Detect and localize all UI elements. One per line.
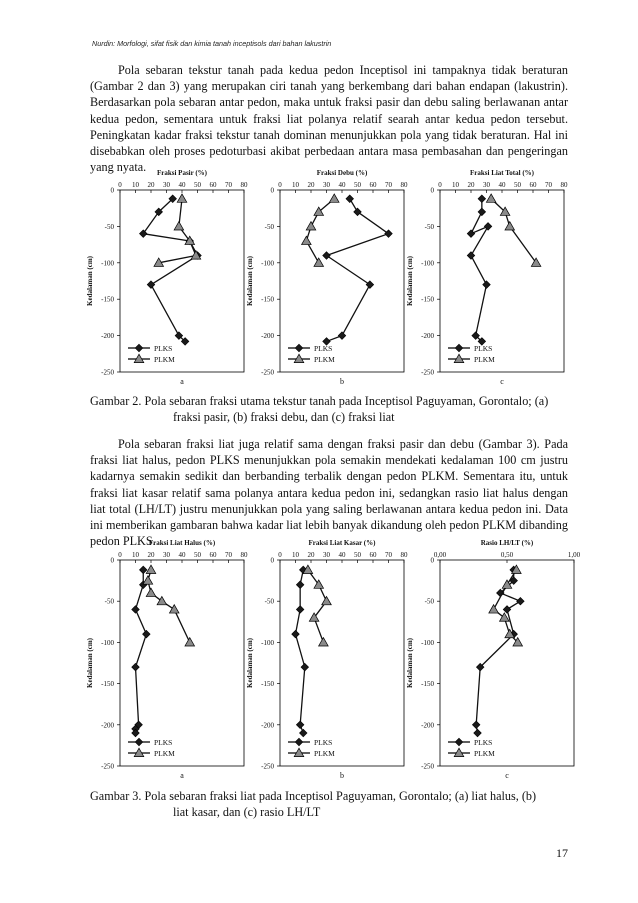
y-tick-label: -100 [101, 638, 114, 647]
series-plkm [486, 194, 541, 266]
x-tick-label: 60 [369, 181, 377, 189]
panel-label: a [180, 377, 184, 386]
y-tick-label: 0 [430, 556, 434, 565]
data-point [296, 721, 304, 729]
x-tick-label: 50 [194, 181, 201, 189]
x-tick-label: 80 [400, 551, 408, 559]
data-point [306, 222, 316, 230]
legend-entry-plks [128, 344, 172, 353]
x-tick-label: 10 [292, 181, 299, 189]
y-tick-label: -200 [421, 721, 434, 730]
data-point [484, 223, 492, 231]
x-tick-label: 80 [400, 181, 408, 189]
x-tick-label: 30 [323, 551, 330, 559]
x-tick-label: 50 [514, 181, 521, 189]
legend-marker [295, 738, 303, 746]
legend-marker [455, 344, 463, 352]
y-axis-label: Kedalaman (cm) [406, 638, 414, 688]
x-tick-label: 60 [209, 551, 217, 559]
series-line [308, 570, 327, 643]
legend-entry-plks [448, 738, 492, 747]
data-point [146, 588, 156, 596]
series-plks [472, 566, 524, 737]
chart-title: Fraksi Liat Halus (%) [148, 539, 216, 547]
y-axis-label: Kedalaman (cm) [246, 638, 254, 688]
chart-fraksi-debu [238, 168, 418, 390]
x-tick-label: 80 [240, 181, 248, 189]
legend-label: PLKM [474, 355, 495, 364]
legend-label: PLKM [154, 749, 175, 758]
series-plkm [303, 565, 331, 646]
chart-title: Fraksi Liat Kasar (%) [308, 539, 376, 547]
panel-label: c [505, 771, 509, 780]
y-tick-label: 0 [110, 186, 114, 195]
data-point [489, 605, 499, 613]
series-plks [467, 195, 492, 345]
legend-label: PLKS [314, 738, 333, 747]
y-tick-label: -150 [421, 680, 434, 689]
y-tick-label: -250 [101, 762, 114, 771]
x-tick-label: 50 [354, 181, 361, 189]
legend-label: PLKS [474, 344, 493, 353]
legend-entry-plkm [128, 748, 175, 758]
data-point [296, 581, 304, 589]
data-point [157, 596, 167, 604]
x-tick-label: 50 [194, 551, 201, 559]
chart-fraksi-liat-halus [78, 538, 258, 784]
data-point [478, 195, 486, 203]
legend-marker [135, 738, 143, 746]
plot-frame [440, 560, 574, 766]
chart-title: Fraksi Pasir (%) [156, 169, 208, 177]
y-tick-label: -100 [421, 638, 434, 647]
chart-fraksi-pasir [78, 168, 258, 390]
page-number: 17 [556, 846, 568, 860]
series-plkm [302, 194, 340, 266]
data-point [323, 252, 331, 260]
data-point [132, 606, 140, 614]
legend-label: PLKS [154, 344, 173, 353]
x-tick-label: 20 [307, 181, 315, 189]
y-tick-label: -150 [261, 680, 274, 689]
data-point [338, 332, 346, 340]
x-tick-label: 70 [225, 181, 232, 189]
x-tick-label: 40 [498, 181, 506, 189]
chart-title: Fraksi Debu (%) [316, 169, 368, 177]
data-point [503, 606, 511, 614]
x-tick-label: 10 [132, 551, 139, 559]
x-tick-label: 80 [560, 181, 568, 189]
y-tick-label: 0 [430, 186, 434, 195]
y-axis-label: Kedalaman (cm) [406, 256, 414, 306]
data-point [486, 194, 496, 202]
legend-label: PLKS [154, 738, 173, 747]
x-tick-label: 20 [147, 181, 155, 189]
x-tick-label: 1,00 [567, 551, 581, 559]
x-tick-label: 0 [118, 551, 122, 559]
x-tick-label: 60 [529, 181, 537, 189]
y-tick-label: -250 [101, 368, 114, 377]
figure-3-caption-line2: liat kasar, dan (c) rasio LH/LT [173, 805, 321, 820]
data-point [467, 230, 475, 238]
chart-title: Rasio LH/LT (%) [480, 539, 534, 547]
y-tick-label: -200 [101, 332, 114, 341]
legend-label: PLKM [154, 355, 175, 364]
panel-label: c [500, 377, 504, 386]
data-point [169, 605, 179, 613]
data-point [185, 638, 195, 646]
y-tick-label: -150 [261, 295, 274, 304]
figure-2-caption-line1: Pola sebaran fraksi utama tekstur tanah pada Inceptisol Paguyaman, Gorontalo; (a) [144, 394, 549, 408]
y-tick-label: -50 [424, 222, 434, 231]
series-line [306, 199, 334, 263]
y-tick-label: -150 [421, 295, 434, 304]
chart-fraksi-liat-kasar [238, 538, 418, 784]
series-line [296, 570, 305, 733]
y-tick-label: -150 [101, 295, 114, 304]
y-tick-label: -250 [261, 762, 274, 771]
y-tick-label: -100 [421, 259, 434, 268]
x-tick-label: 30 [483, 181, 490, 189]
legend-label: PLKM [314, 749, 335, 758]
legend-marker [295, 344, 303, 352]
y-tick-label: -150 [101, 680, 114, 689]
series-plkm [143, 565, 194, 646]
figure-3-caption [90, 788, 568, 820]
y-tick-label: -100 [261, 259, 274, 268]
x-tick-label: 10 [132, 181, 139, 189]
y-tick-label: -50 [424, 597, 434, 606]
x-tick-label: 0,50 [500, 551, 514, 559]
x-tick-label: 70 [225, 551, 232, 559]
data-point [467, 252, 475, 260]
x-tick-label: 60 [209, 181, 217, 189]
x-tick-label: 40 [178, 551, 186, 559]
figure-2-caption [90, 393, 568, 425]
series-line [143, 199, 197, 342]
panel-label: a [180, 771, 184, 780]
running-header: Nurdin: Morfologi, sifat fisik dan kimia tanah inceptisols dari bahan lakustrin [92, 39, 332, 48]
x-tick-label: 40 [338, 181, 346, 189]
data-point [132, 663, 140, 671]
legend-entry-plkm [448, 354, 495, 364]
x-tick-label: 30 [163, 181, 170, 189]
data-point [292, 630, 300, 638]
y-tick-label: -200 [261, 332, 274, 341]
series-line [136, 570, 147, 733]
series-line [327, 199, 389, 342]
x-tick-label: 70 [545, 181, 552, 189]
x-tick-label: 40 [338, 551, 346, 559]
y-tick-label: -200 [101, 721, 114, 730]
x-tick-label: 60 [369, 551, 377, 559]
data-point [299, 729, 307, 737]
y-tick-label: -100 [261, 638, 274, 647]
y-tick-label: 0 [270, 556, 274, 565]
series-line [159, 199, 196, 263]
legend-entry-plks [288, 738, 332, 747]
y-axis-label: Kedalaman (cm) [86, 638, 94, 688]
series-plks [132, 566, 150, 737]
data-point [302, 236, 312, 244]
data-point [301, 663, 309, 671]
x-tick-label: 0 [118, 181, 122, 189]
series-plks [292, 566, 309, 737]
plot-frame [120, 560, 244, 766]
data-point [366, 281, 374, 289]
paragraph-2: Pola sebaran fraksi liat juga relatif sama dengan fraksi pasir dan debu (Gambar 3). Pada fraksi liat halus, pedon PLKS menunjukkan pola semakin mendekati kedalaman 100 cm justru kadarnya semakin sedikit dan berbanding terbalik dengan pedon PLKM. Sementara itu, untuk fraksi liat kasar relatif sama polanya antara kedua pedon ini, sedangkan rasio liat halus dengan liat total (LH/LT) justru menunjukkan pola yang saling berlawanan antara kedua pedon ini. Data ini memberikan gambaran bahwa kadar liat lebih banyak dikandung oleh pedon PLKM dibanding pedon PLKS. [90, 437, 568, 549]
legend-entry-plks [288, 344, 332, 353]
x-tick-label: 0 [278, 551, 282, 559]
x-tick-label: 70 [385, 181, 392, 189]
y-tick-label: 0 [270, 186, 274, 195]
paragraph-1: Pola sebaran tekstur tanah pada kedua pedon Inceptisol ini tampaknya tidak beraturan (Gambar 2 dan 3) yang merupakan ciri tanah yang berkembang dari bahan endapan (lakustrin). Berdasarkan pola sebaran antar pedon, maka untuk fraksi pasir dan debu saling berlawanan antar kedua pedon, sementara untuk fraksi liat polanya relatif searah antar kedua pedon tersebut. Peningkatan kadar fraksi tekstur tanah dominan menunjukkan pola yang tidak beraturan. Hal ini disebabkan oleh proses pedoturbasi akibat perbedaan antara masa pembasahan dan pengeringan yang nyata. [90, 63, 568, 175]
x-tick-label: 50 [354, 551, 361, 559]
data-point [147, 281, 155, 289]
x-tick-label: 0,00 [433, 551, 447, 559]
x-tick-label: 30 [163, 551, 170, 559]
data-point [296, 606, 304, 614]
legend-label: PLKM [314, 355, 335, 364]
data-point [478, 208, 486, 216]
legend-entry-plkm [288, 748, 335, 758]
figure-2-label: Gambar 2. [90, 394, 142, 408]
legend-label: PLKM [474, 749, 495, 758]
plot-frame [280, 560, 404, 766]
legend-label: PLKS [314, 344, 333, 353]
x-tick-label: 70 [385, 551, 392, 559]
legend-entry-plkm [288, 354, 335, 364]
legend-entry-plks [448, 344, 492, 353]
x-tick-label: 20 [307, 551, 315, 559]
data-point [174, 222, 184, 230]
data-point [483, 281, 491, 289]
y-tick-label: -250 [421, 368, 434, 377]
x-tick-label: 0 [278, 181, 282, 189]
data-point [505, 222, 515, 230]
x-tick-label: 0 [438, 181, 442, 189]
legend-entry-plkm [128, 354, 175, 364]
series-line [471, 199, 488, 342]
data-point [143, 576, 153, 584]
data-point [177, 194, 187, 202]
legend-entry-plkm [448, 748, 495, 758]
y-axis-label: Kedalaman (cm) [246, 256, 254, 306]
x-tick-label: 40 [178, 181, 186, 189]
series-line [491, 199, 536, 263]
legend-label: PLKS [474, 738, 493, 747]
y-tick-label: -100 [101, 259, 114, 268]
data-point [474, 729, 482, 737]
legend-marker [455, 738, 463, 746]
y-tick-label: -200 [421, 332, 434, 341]
series-plkm [154, 194, 201, 266]
y-tick-label: -50 [104, 597, 114, 606]
figure-2-caption-line2: fraksi pasir, (b) fraksi debu, dan (c) fraksi liat [173, 410, 395, 425]
x-tick-label: 80 [240, 551, 248, 559]
x-tick-label: 20 [467, 181, 475, 189]
chart-rasio-lh-lt [398, 538, 588, 784]
series-plks [323, 195, 393, 345]
legend-entry-plks [128, 738, 172, 747]
chart-fraksi-liat-total [398, 168, 578, 390]
series-line [148, 570, 190, 643]
data-point [472, 721, 480, 729]
data-point [143, 630, 151, 638]
x-tick-label: 10 [452, 181, 459, 189]
data-point [517, 597, 525, 605]
data-point [146, 565, 156, 573]
x-tick-label: 10 [292, 551, 299, 559]
y-tick-label: -50 [104, 222, 114, 231]
figure-3-caption-line1: Pola sebaran fraksi liat pada Inceptisol Paguyaman, Gorontalo; (a) liat halus, (b) [144, 789, 537, 803]
data-point [139, 566, 147, 574]
data-point [329, 194, 339, 202]
data-point [322, 596, 332, 604]
y-tick-label: -200 [261, 721, 274, 730]
chart-title: Fraksi Liat Total (%) [470, 169, 534, 177]
y-tick-label: -250 [421, 762, 434, 771]
legend-marker [135, 344, 143, 352]
data-point [346, 195, 354, 203]
x-tick-label: 20 [147, 551, 155, 559]
data-point [314, 258, 324, 266]
panel-label: b [340, 377, 344, 386]
x-tick-label: 30 [323, 181, 330, 189]
y-tick-label: -250 [261, 368, 274, 377]
y-axis-label: Kedalaman (cm) [86, 256, 94, 306]
figure-3-label: Gambar 3. [90, 789, 142, 803]
y-tick-label: -50 [264, 597, 274, 606]
y-tick-label: 0 [110, 556, 114, 565]
data-point [319, 638, 329, 646]
panel-label: b [340, 771, 344, 780]
series-plks [139, 195, 201, 345]
y-tick-label: -50 [264, 222, 274, 231]
